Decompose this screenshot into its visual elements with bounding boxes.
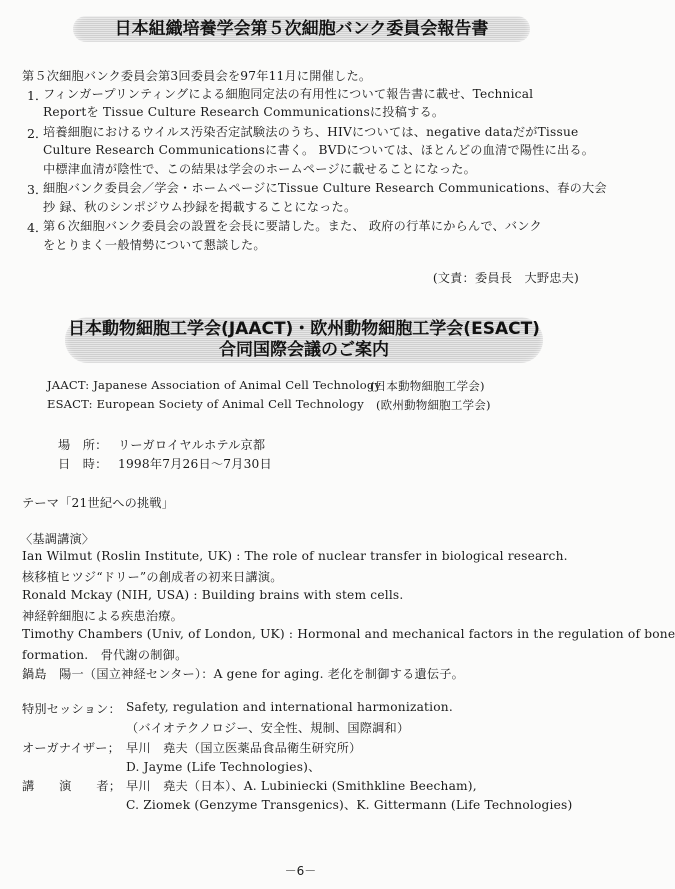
special-line: （バイオテクノロジー、安全性、規制、国際調和）: [126, 721, 410, 735]
venue-label: 場 所：: [58, 438, 108, 452]
item-line: Reportを Tissue Culture Research Communicationsに投稿する。: [43, 105, 445, 119]
keynote-line: Ian Wilmut (Roslin Institute, UK) : The role of nuclear transfer in biological research.: [22, 549, 568, 563]
item-line: フィンガープリンティングによる細胞同定法の有用性について報告書に載せ、Technical: [43, 87, 534, 101]
keynote-line: 鍋島 陽一（国立神経センター）：A gene for aging. 老化を制御する遺伝子。: [22, 667, 465, 681]
conference-title-line1: 日本動物細胞工学会(JAACT)・欧州動物細胞工学会(ESACT): [68, 319, 540, 339]
item-number: 4．: [27, 220, 48, 235]
keynote-line: 核移植ヒツジ“ドリー”の創成者の初来日講演。: [22, 570, 283, 584]
keynote-line: formation. 骨代謝の制御。: [22, 648, 188, 662]
keynote-line: Ronald Mckay (NIH, USA) : Building brains with stem cells.: [22, 588, 404, 602]
venue: リーガロイヤルホテル京都: [118, 438, 266, 452]
signature: (文責：委員長 大野忠夫): [432, 271, 579, 285]
org-esact-ja: (欧州動物細胞工学会): [376, 398, 491, 412]
item-number: 2．: [27, 126, 48, 141]
keynote-line: 神経幹細胞による疾患治療。: [22, 609, 184, 623]
report-title: 日本組織培養学会第５次細胞バンク委員会報告書: [114, 19, 489, 39]
item-line: をとりまく一般情勢について懇談した。: [43, 238, 266, 252]
conference-title-banner: [65, 317, 543, 363]
theme: テーマ「21世紀への挑戦」: [22, 496, 175, 510]
conference-title-line2: 合同国際会議のご案内: [219, 340, 389, 360]
date-label: 日 時：: [58, 457, 108, 471]
item-line: Culture Research Communicationsに書く。 BVDについては、ほとんどの血清で陽性に出る。: [43, 143, 595, 157]
org-esact: ESACT: European Society of Animal Cell Technology: [47, 397, 364, 411]
organizer-label: オーガナイザー；: [22, 741, 121, 755]
item-line: 細胞バンク委員会／学会・ホームページにTissue Culture Research Communications、春の大会: [43, 181, 607, 195]
item-line: 中標津血清が陰性で、この結果は学会のホームページに載せることになった。: [43, 162, 477, 176]
organizer-line: D. Jayme (Life Technologies)、: [126, 760, 321, 774]
keynote-header: 〈基調講演〉: [20, 532, 95, 546]
org-jaact-ja: (日本動物細胞工学会): [370, 379, 485, 393]
speakers-line: 早川 堯夫（日本）、A. Lubiniecki (Smithkline Beecham),: [126, 779, 477, 793]
page-number: －6－: [284, 864, 317, 878]
special-label: 特別セッション：: [22, 702, 121, 716]
item-line: 第６次細胞バンク委員会の設置を会長に要請した。また、 政府の行革にからんで、バンク: [43, 219, 542, 233]
speakers-line: C. Ziomek (Genzyme Transgenics)、K. Gittermann (Life Technologies): [126, 798, 573, 812]
speakers-label: 講 演 者；: [22, 779, 122, 793]
date: 1998年7月26日～7月30日: [118, 457, 272, 471]
report-title-banner: [73, 16, 530, 42]
item-line: 培養細胞におけるウイルス汚染否定試験法のうち、HIVについては、negative dataだがTissue: [43, 125, 579, 139]
special-line: Safety, regulation and international harmonization.: [126, 700, 453, 714]
item-line: 抄 録、秋のシンポジウム抄録を掲載することになった。: [43, 200, 357, 214]
org-jaact: JAACT: Japanese Association of Animal Cell Technology: [47, 378, 382, 392]
item-number: 1．: [27, 88, 48, 103]
keynote-line: Timothy Chambers (Univ, of London, UK) : Hormonal and mechanical factors in the regulation of bone: [22, 627, 675, 641]
item-number: 3．: [27, 182, 48, 197]
organizer-line: 早川 堯夫（国立医薬品食品衛生研究所）: [126, 741, 362, 755]
report-intro: 第５次細胞バンク委員会第3回委員会を97年11月に開催した。: [22, 69, 372, 83]
